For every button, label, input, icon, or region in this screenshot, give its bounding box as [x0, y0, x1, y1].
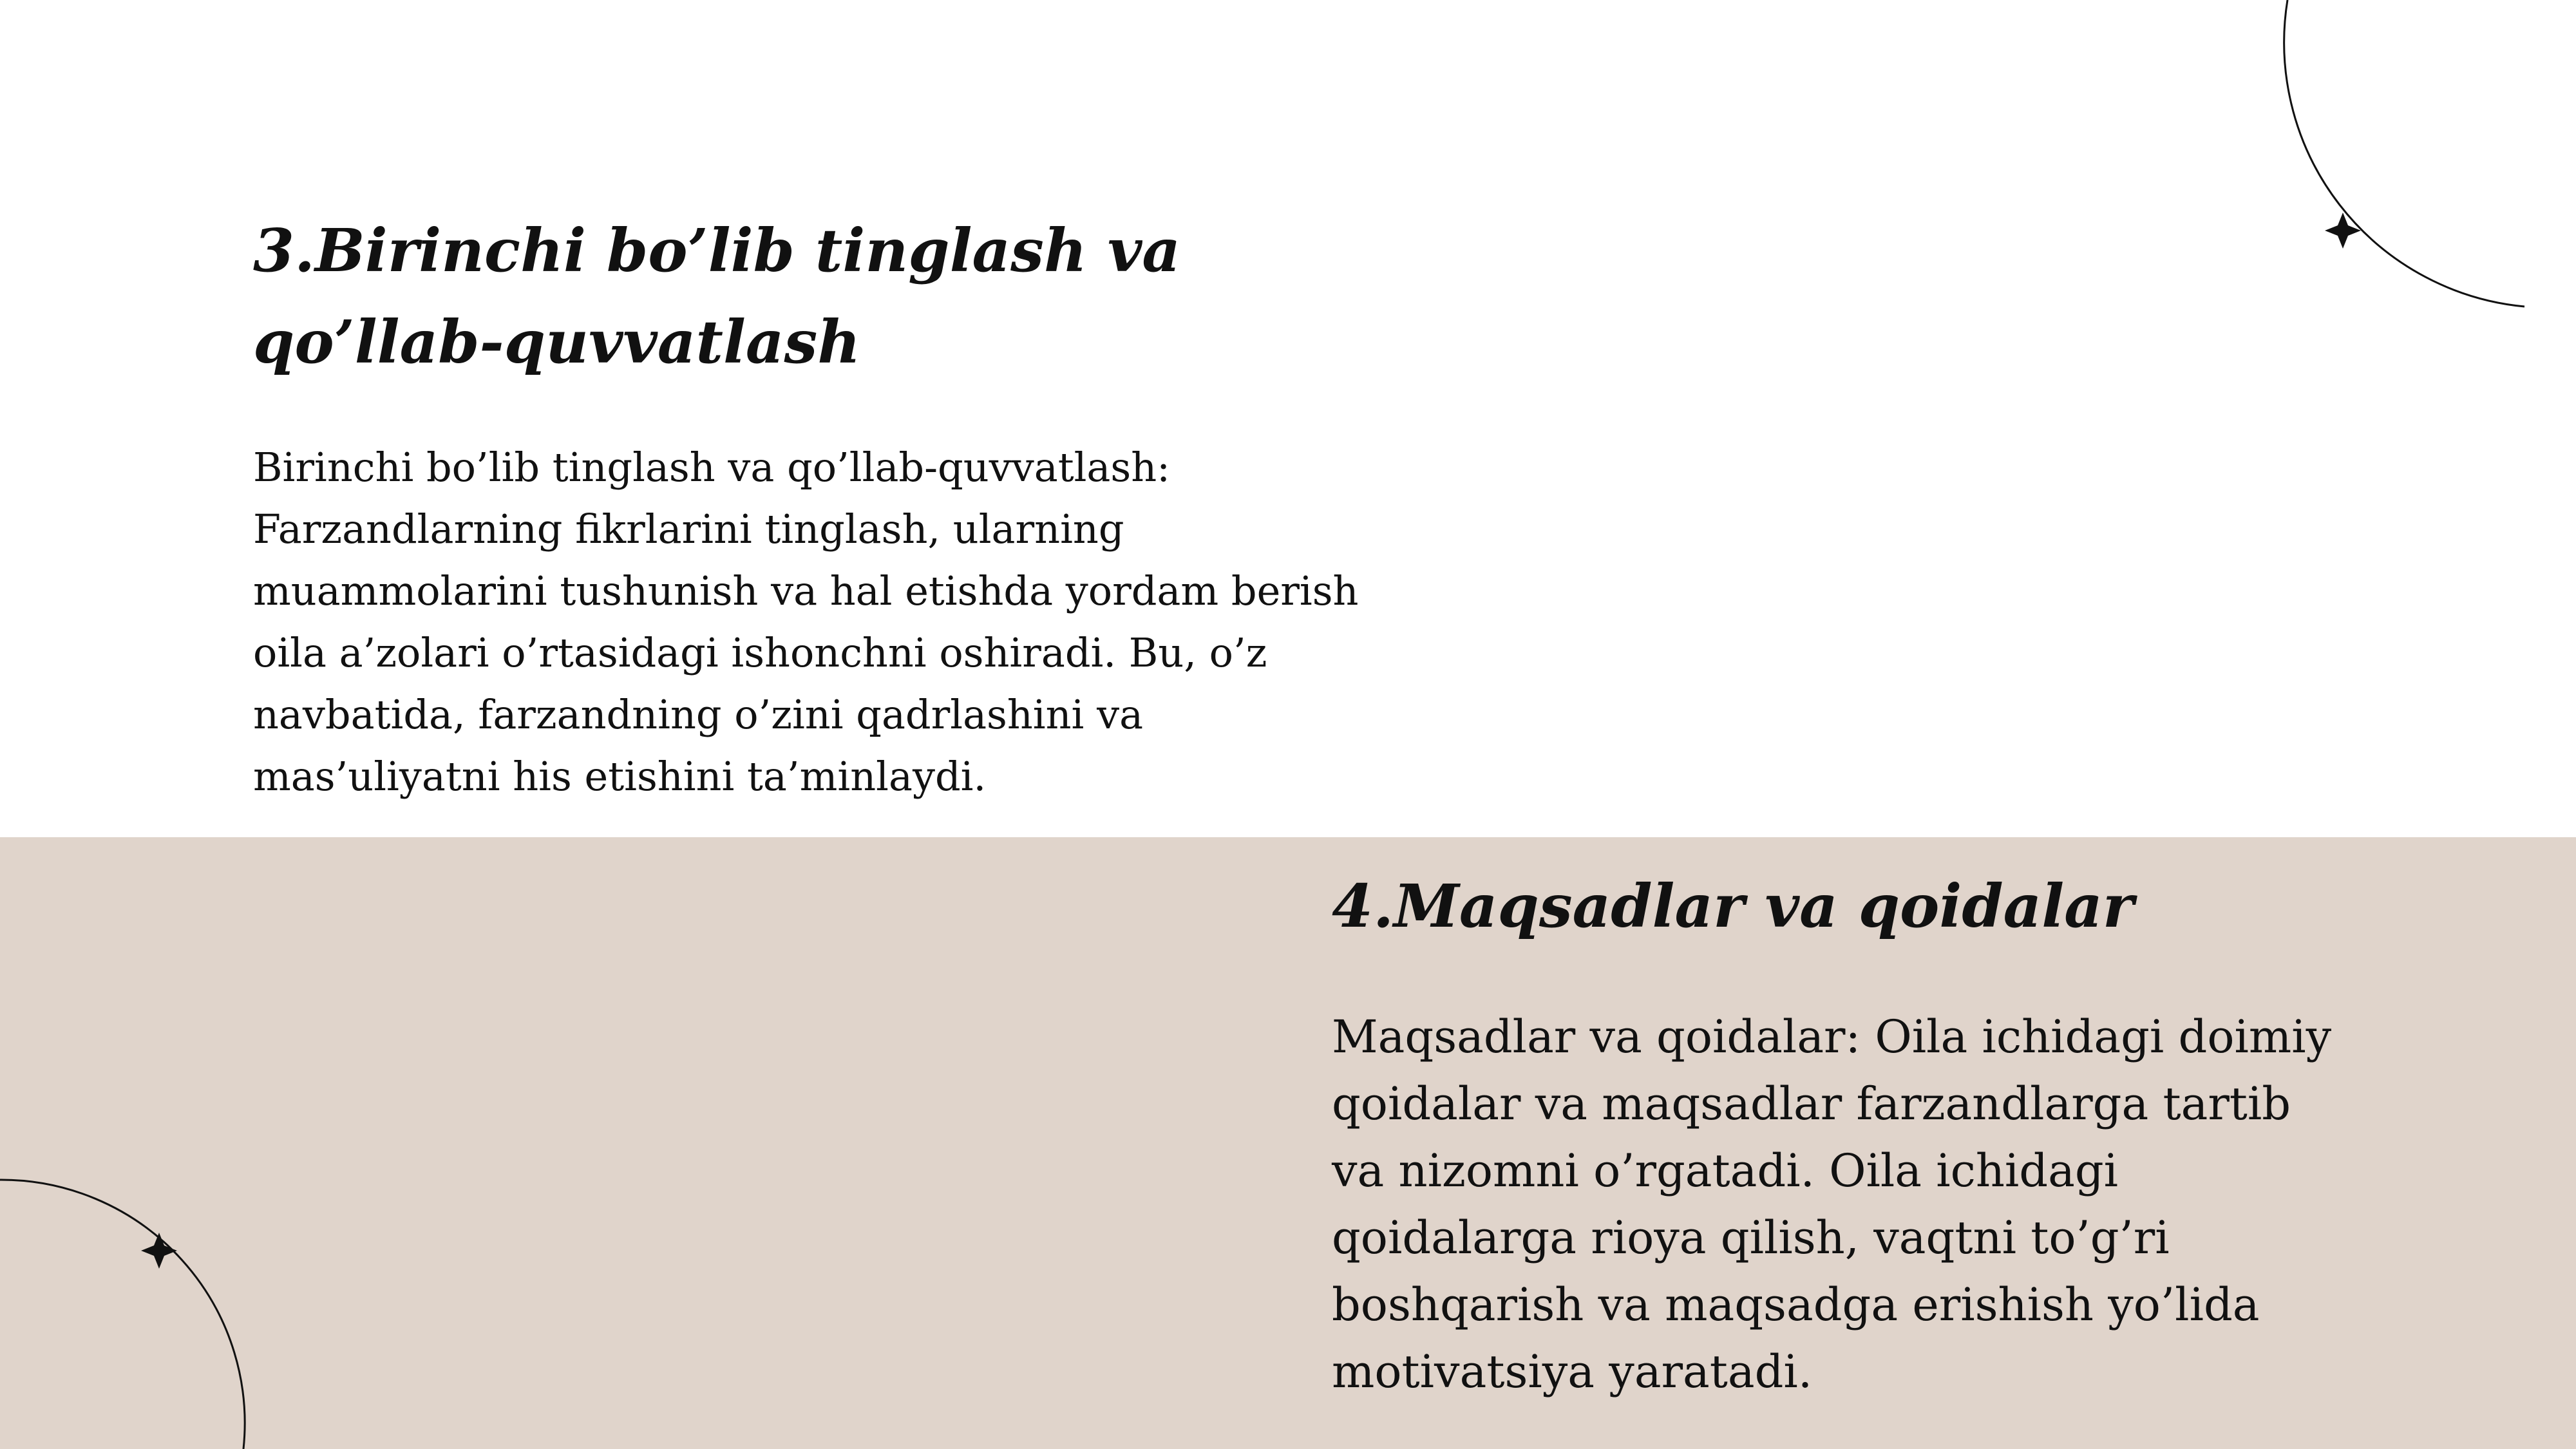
- section-3-heading: 3.Birinchi bo’lib tinglash va qo’llab-quvvatlash: [253, 216, 1180, 377]
- section-4-body: Maqsadlar va qoidalar: Oila ichidagi doimiy qoidalar va maqsadlar farzandlarga tartib va nizomni o’rgatadi. Oila ichidagi qoidalarga rioya qilish, vaqtni to’g’ri boshqarish va maqsadga erishish yo’lida motivatsiya yaratadi.: [1332, 1010, 2332, 1398]
- section-4-heading: 4.Maqsadlar va qoidalar: [1332, 871, 2134, 941]
- section-3-body: Birinchi bo’lib tinglash va qo’llab-quvvatlash: Farzandlarning fikrlarini tinglash, ularning muammolarini tushunish va hal etishda yordam berish oila a’zolari o’rtasidagi ishonchni oshiradi. Bu, o’z navbatida, farzandning o’zini qadrlashini va mas’uliyatni his etishini ta’minlaydi.: [253, 444, 1359, 800]
